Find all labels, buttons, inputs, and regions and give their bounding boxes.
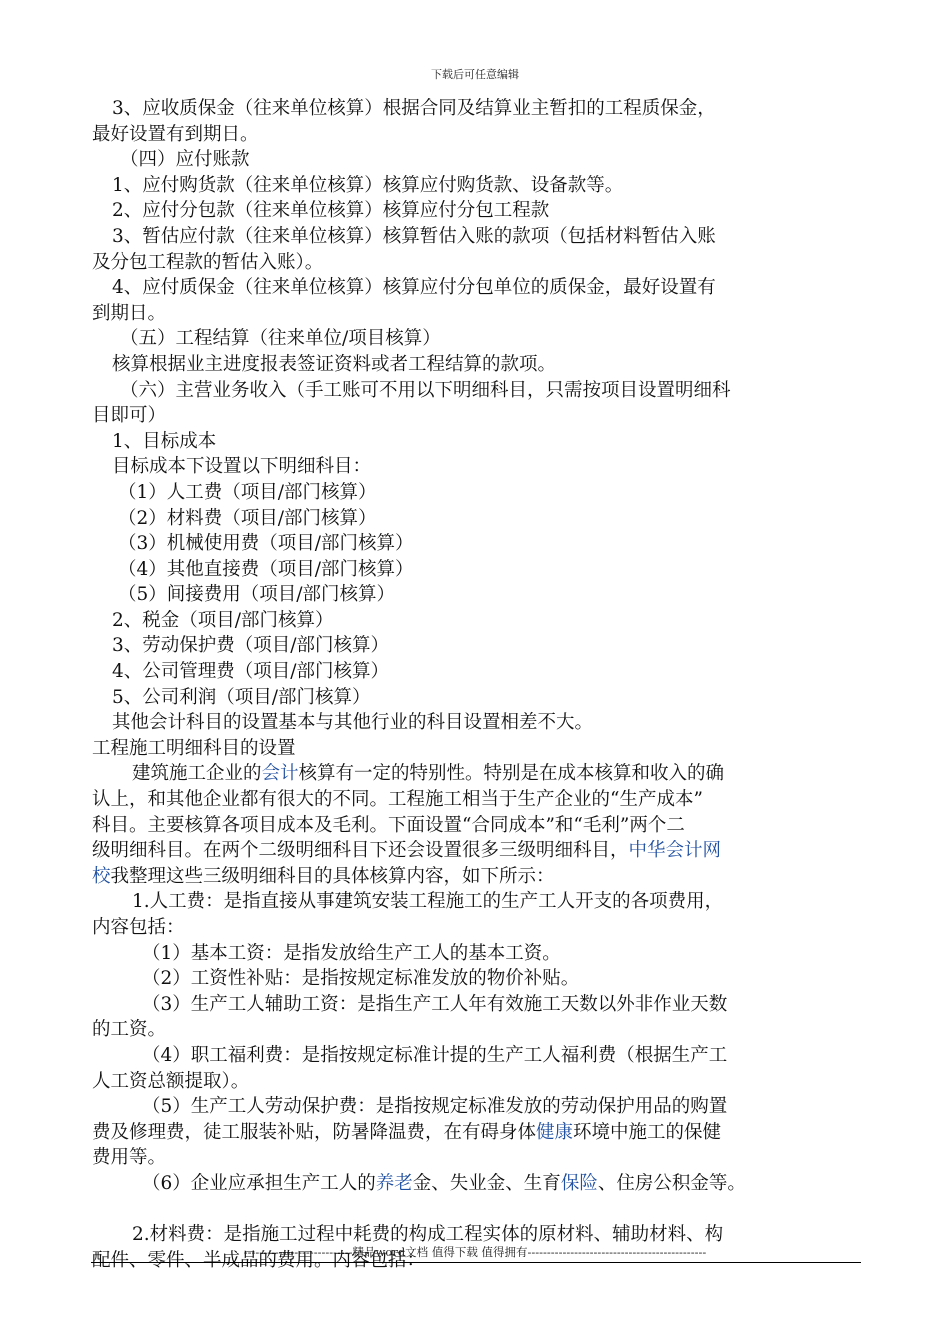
sub-item: （5）生产工人劳动保护费：是指按规定标准发放的劳动保护用品的购置 (142, 1096, 728, 1118)
text-span: 建筑施工企业的 (132, 763, 262, 785)
text-line: 配件、零件、半成品的费用。内容包括： (92, 1249, 426, 1271)
sub-item: （2）工资性补贴：是指按规定标准发放的物价补贴。 (142, 968, 580, 990)
link-pension[interactable]: 养老 (375, 1172, 413, 1194)
paragraph-line: 科目。主要核算各项目成本及毛利。下面设置“合同成本”和“毛利”两个二 (92, 814, 685, 836)
text-line: 目即可） (92, 405, 167, 427)
text-span: （6）企业应承担生产工人的 (142, 1172, 376, 1194)
text-span: 金、失业金、生育 (412, 1172, 561, 1194)
text-line: 3、暂估应付款（往来单位核算）核算暂估入账的款项（包括材料暂估入账 (112, 225, 716, 247)
link-insurance[interactable]: 保险 (560, 1172, 598, 1194)
sub-item (92, 1171, 867, 1197)
item-labor-cost: 1.人工费：是指直接从事建筑安装工程施工的生产工人开支的各项费用， (132, 891, 724, 913)
text-line: 内容包括： (92, 917, 185, 938)
blank-line (92, 1197, 867, 1223)
text-span: 、住房公积金等。 (597, 1172, 746, 1194)
paragraph-line (92, 761, 867, 787)
list-item: 4、公司管理费（项目/部门核算） (112, 661, 390, 683)
section-title: 工程施工明细科目的设置 (92, 737, 296, 759)
list-item: 5、公司利润（项目/部门核算） (112, 686, 371, 708)
paragraph-line (92, 838, 867, 864)
link-accounting[interactable]: 会计 (261, 763, 299, 785)
list-item: （3）机械使用费（项目/部门核算） (118, 533, 414, 555)
text-line: 4、应付质保金（往来单位核算）核算应付分包单位的质保金，最好设置有 (112, 277, 716, 299)
list-item: （4）其他直接费（项目/部门核算） (118, 558, 414, 580)
list-item: 2、税金（项目/部门核算） (112, 609, 334, 631)
text-line: 1、应付购货款（往来单位核算）核算应付购货款、设备款等。 (112, 174, 624, 196)
sub-item: （3）生产工人辅助工资：是指生产工人年有效施工天数以外非作业天数 (142, 993, 728, 1015)
text-line: 费用等。 (92, 1147, 167, 1169)
paragraph-line: 认上，和其他企业都有很大的不同。工程施工相当于生产企业的“生产成本” (92, 789, 703, 811)
text-line: 其他会计科目的设置基本与其他行业的科目设置相差不大。 (112, 712, 594, 734)
list-item: （5）间接费用（项目/部门核算） (118, 584, 396, 606)
text-line: 核算根据业主进度报表签证资料或者工程结算的款项。 (112, 353, 557, 375)
text-line: 的工资。 (92, 1019, 167, 1041)
text-line: 及分包工程款的暂估入账）。 (92, 251, 324, 273)
list-item: （2）材料费（项目/部门核算） (118, 507, 377, 529)
text-line: 目标成本下设置以下明细科目： (112, 456, 372, 478)
text-line: 最好设置有到期日。 (92, 123, 259, 145)
list-item: 3、劳动保护费（项目/部门核算） (112, 635, 390, 657)
text-line (92, 1120, 867, 1146)
document-body (92, 96, 867, 1273)
text-span: 级明细科目。在两个二级明细科目下还会设置很多三级明细科目， (92, 840, 629, 862)
footer-divider (91, 1262, 861, 1263)
text-span: 核算有一定的特别性。特别是在成本核算和收入的确 (298, 763, 725, 785)
item-material-cost: 2.材料费：是指施工过程中耗费的构成工程实体的原材料、辅助材料、构 (132, 1224, 724, 1246)
sub-item: （4）职工福利费：是指按规定标准计提的生产工人福利费（根据生产工 (142, 1044, 728, 1066)
section-heading: （五）工程结算（往来单位/项目核算） (120, 328, 441, 350)
text-span: 费及修理费，徒工服装补贴，防暑降温费，在有碍身体 (92, 1121, 537, 1143)
text-line: 人工资总额提取）。 (92, 1070, 250, 1092)
text-line: 到期日。 (92, 302, 167, 324)
link-health[interactable]: 健康 (536, 1121, 574, 1143)
text-span: 环境中施工的保健 (573, 1121, 722, 1143)
paragraph-line (92, 864, 867, 890)
text-line: 2、应付分包款（往来单位核算）核算应付分包工程款 (112, 200, 550, 222)
text-line: 3、应收质保金（往来单位核算）根据合同及结算业主暂扣的工程质保金， (112, 98, 716, 119)
text-span: 我整理这些三级明细科目的具体核算内容，如下所示： (110, 865, 555, 887)
section-heading: （四）应付账款 (120, 149, 250, 171)
section-heading: （六）主营业务收入（手工账可不用以下明细科目，只需按项目设置明细科 (120, 379, 731, 401)
list-item: （1）人工费（项目/部门核算） (118, 481, 377, 503)
page-header: 下载后可任意编辑 (431, 68, 519, 81)
link-chinaacc-part2[interactable]: 校 (92, 865, 111, 887)
page-footer: ----------------------------精品word文档 值得下载 值得拥有---------------------------------------------- (243, 1245, 707, 1259)
text-line: 1、目标成本 (112, 430, 217, 452)
sub-item: （1）基本工资：是指发放给生产工人的基本工资。 (142, 942, 561, 964)
link-chinaacc-part1[interactable]: 中华会计网 (628, 840, 722, 862)
